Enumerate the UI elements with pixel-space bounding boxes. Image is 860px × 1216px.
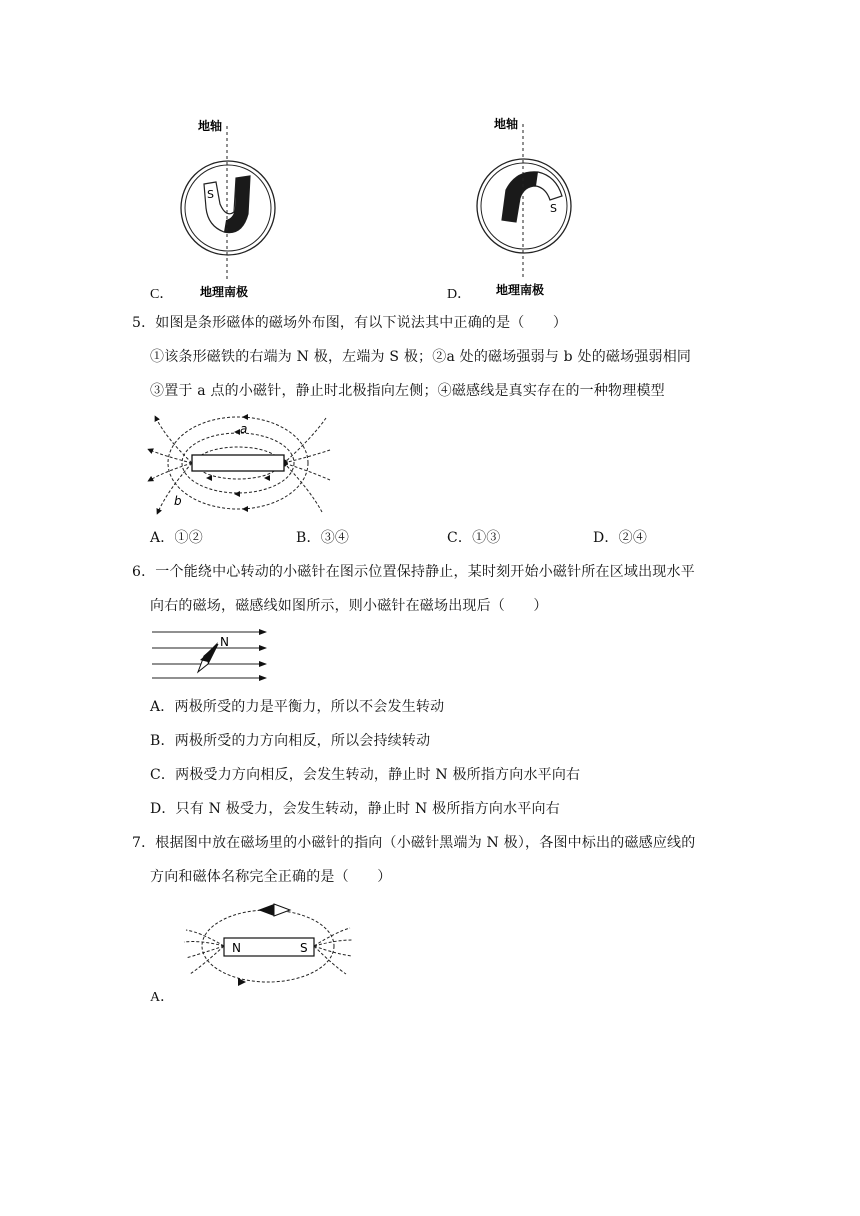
needle-n-label: N	[220, 635, 229, 649]
q5-statement-2: ③置于 a 点的小磁针，静止时北极指向左侧；④磁感线是真实存在的一种物理模型	[150, 383, 665, 399]
q5-option-a[interactable]: A．①②	[150, 530, 203, 546]
q6-option-b[interactable]: B．两极所受的力方向相反，所以会持续转动	[150, 733, 431, 749]
q5-option-d[interactable]: D．②④	[593, 530, 648, 546]
q4-option-d-figure	[466, 110, 586, 300]
q4-option-d-label[interactable]: D．	[447, 287, 472, 302]
q5-stem: 5．如图是条形磁体的磁场外布图，有以下说法其中正确的是（ ）	[132, 315, 568, 331]
q5-option-c[interactable]: C．①③	[447, 530, 501, 546]
q7-stem-line-1: 7．根据图中放在磁场里的小磁针的指向（小磁针黑端为 N 极），各图中标出的磁感应线的	[132, 835, 696, 851]
magnet-s-label: S	[550, 202, 557, 215]
q7-stem-line-2: 方向和磁体名称完全正确的是（ ）	[150, 869, 392, 885]
q7-option-a-figure	[180, 896, 356, 996]
q7-option-a-label[interactable]: A．	[150, 990, 175, 1005]
magnet-s-label: S	[207, 188, 214, 201]
q6-option-c[interactable]: C．两极受力方向相反，会发生转动，静止时 N 极所指方向水平向右	[150, 767, 581, 783]
point-b-label: b	[174, 494, 182, 508]
q4-option-c-label[interactable]: C．	[150, 287, 174, 302]
q6-stem-line-1: 6．一个能绕中心转动的小磁针在图示位置保持静止，某时刻开始小磁针所在区域出现水平	[132, 564, 695, 580]
q5-option-b[interactable]: B．③④	[296, 530, 350, 546]
q6-option-d[interactable]: D．只有 N 极受力，会发生转动，静止时 N 极所指方向水平向右	[150, 801, 560, 817]
q6-option-a[interactable]: A．两极所受的力是平衡力，所以不会发生转动	[150, 699, 445, 715]
q6-stem-line-2: 向右的磁场，磁感线如图所示，则小磁针在磁场出现后（ ）	[150, 598, 548, 614]
magnet-s-label: S	[300, 941, 308, 955]
q4-option-c-figure	[170, 112, 290, 302]
axis-label: 地轴	[494, 117, 519, 131]
q5-statement-1: ①该条形磁铁的右端为 N 极，左端为 S 极；②a 处的磁场强弱与 b 处的磁场强弱相同	[150, 349, 692, 365]
pole-label: 地理南极	[200, 285, 249, 299]
point-a-label: a	[240, 422, 248, 436]
axis-label: 地轴	[198, 119, 223, 133]
magnet-n-label: N	[232, 941, 241, 955]
q6-field-figure	[148, 624, 272, 684]
q5-bar-magnet-figure	[146, 408, 332, 518]
pole-label: 地理南极	[496, 283, 545, 297]
